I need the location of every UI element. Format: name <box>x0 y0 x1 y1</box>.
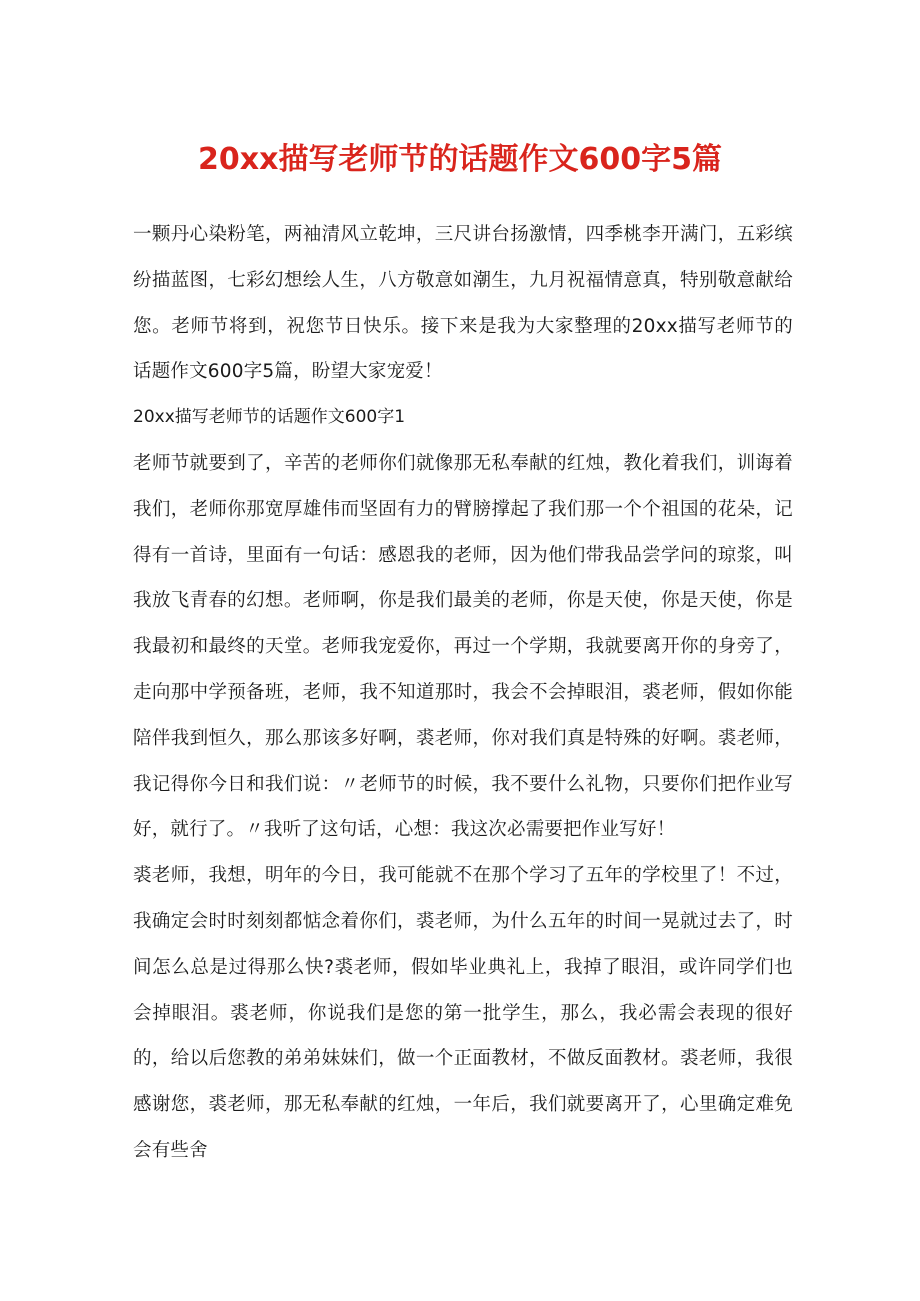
section-heading: 20xx描写老师节的话题作文600字1 <box>133 407 406 428</box>
document-title: 20xx描写老师节的话题作文600字5篇 <box>198 142 722 177</box>
document-body <box>133 212 793 1174</box>
body-paragraph: 老师节就要到了，辛苦的老师你们就像那无私奉献的红烛，教化着我们，训诲着我们，老师你那宽厚雄伟而坚固有力的臂膀撑起了我们那一个个祖国的花朵，记得有一首诗，里面有一句话：感恩我的老师，因为他们带我品尝学问的琼浆，叫我放飞青春的幻想。老师啊，你是我们最美的老师，你是天使，你是天使，你是我最初和最终的天堂。老师我宠爱你，再过一个学期，我就要离开你的身旁了，走向那中学预备班，老师，我不知道那时，我会不会掉眼泪，裘老师，假如你能陪伴我到恒久，那么那该多好啊，裘老师，你对我们真是特殊的好啊。裘老师，我记得你今日和我们说：〃老师节的时候，我不要什么礼物，只要你们把作业写好，就行了。〃我听了这句话，心想：我这次必需要把作业写好！ <box>133 452 793 841</box>
body-paragraph: 裘老师，我想，明年的今日，我可能就不在那个学习了五年的学校里了！不过，我确定会时时刻刻都惦念着你们，裘老师，为什么五年的时间一晃就过去了，时间怎么总是过得那么快?裘老师，假如毕业典礼上，我掉了眼泪，或许同学们也会掉眼泪。裘老师，你说我们是您的第一批学生，那么，我必需会表现的很好的，给以后您教的弟弟妹妹们，做一个正面教材，不做反面教材。裘老师，我很感谢您，裘老师，那无私奉献的红烛，一年后，我们就要离开了，心里确定难免会有些舍 <box>133 865 793 1161</box>
intro-paragraph: 一颗丹心染粉笔，两袖清风立乾坤，三尺讲台扬激情，四季桃李开满门，五彩缤纷描蓝图，七彩幻想绘人生，八方敬意如潮生，九月祝福情意真，特别敬意献给您。老师节将到，祝您节日快乐。接下来是我为大家整理的20xx描写老师节的话题作文600字5篇，盼望大家宠爱！ <box>133 224 793 383</box>
